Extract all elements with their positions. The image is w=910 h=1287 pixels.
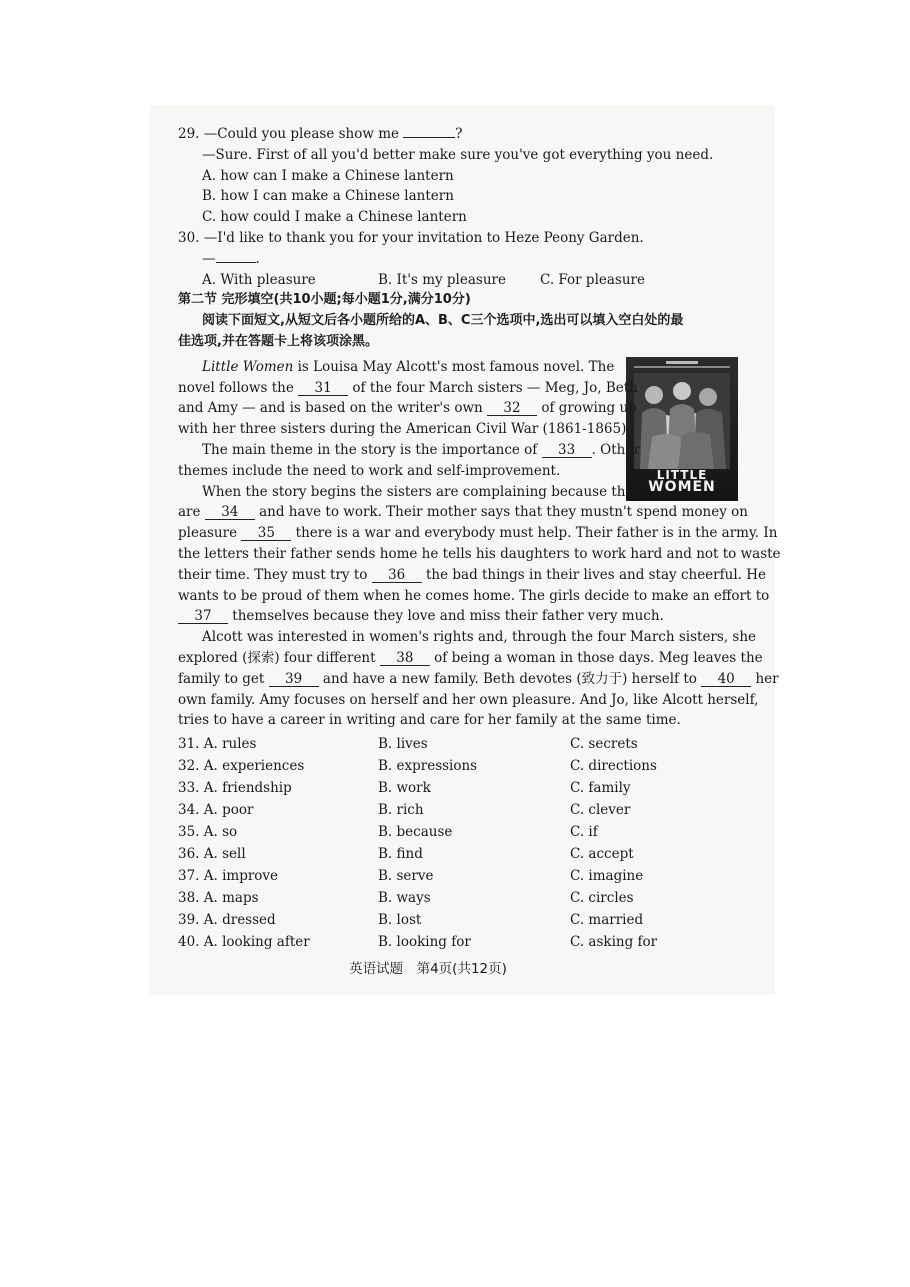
blank-39: 39 [269,672,319,687]
blank-32: 32 [487,401,537,416]
blank-31: 31 [298,381,348,396]
exam-page [178,124,781,980]
question-row: 37. A. improve B. serve C. imagine [178,868,644,885]
question-row: 33. A. friendship B. work C. family [178,780,631,797]
passage-line: 37 themselves because they love and miss their father very much. [178,606,738,627]
passage-line: explored (探索) four different 38 of being a woman in those days. Meg leaves the [178,649,763,666]
book-title: Little Women [202,358,294,375]
question-row: 32. A. experiences B. expressions C. directions [178,758,657,775]
question-row: 35. A. so B. because C. if [178,824,598,841]
passage-line: The main theme in the story is the importance of 33 . Other [202,441,640,458]
q30-option-b: B. It's my pleasure [378,271,506,288]
blank-38: 38 [380,651,430,666]
passage-line: the letters their father sends home he tells his daughters to work hard and not to waste [178,545,781,562]
section-title: 第二节 完形填空(共10小题;每小题1分,满分10分) [178,292,471,308]
q30-reply: — . [202,250,260,267]
question-row: 40. A. looking after B. looking for C. asking for [178,934,658,951]
section-instruction: 阅读下面短文,从短文后各小题所给的A、B、C三个选项中,选出可以填入空白处的最 [202,313,684,329]
passage-line: novel follows the 31 of the four March sisters — Meg, Jo, Beth [178,379,638,396]
passage-line: themes include the need to work and self-improvement. [178,462,561,479]
blank-37: 37 [178,609,228,624]
q30-options [178,270,738,291]
section-instruction-cont: 佳选项,并在答题卡上将该项涂黑。 [178,333,378,349]
passage [178,357,781,731]
passage-line: own family. Amy focuses on herself and her own pleasure. And Jo, like Alcott herself, [178,691,759,708]
q30-stem: 30. —I'd like to thank you for your invitation to Heze Peony Garden. [178,229,644,246]
blank-35: 35 [241,526,291,541]
passage-line: pleasure 35 there is a war and everybody must help. Their father is in the army. In [178,525,778,542]
passage-line: wants to be proud of them when he comes home. The girls decide to make an effort to [178,587,770,604]
passage-line: their time. They must try to 36 the bad things in their lives and stay cheerful. He [178,566,766,583]
passage-line: Little Women is Louisa May Alcott's most famous novel. The [202,358,615,375]
q30-option-a: A. With pleasure [202,271,316,288]
q29-stem: 29. —Could you please show me ? [178,126,463,142]
passage-line: are 34 and have to work. Their mother says that they mustn't spend money on [178,504,748,521]
q29-reply: —Sure. First of all you'd better make sure you've got everything you need. [202,146,714,163]
question-row: 39. A. dressed B. lost C. married [178,912,644,929]
cloze-options [178,733,738,953]
q30-option-c: C. For pleasure [540,271,645,288]
blank-33: 33 [542,443,592,458]
q30-blank [216,262,256,263]
passage-line: tries to have a career in writing and care for her family at the same time. [178,712,681,729]
passage-line: When the story begins the sisters are complaining because they [202,483,642,500]
passage-line: with her three sisters during the American Civil War (1861-1865). [178,421,631,438]
blank-36: 36 [372,568,422,583]
q29-option-b: B. how I can make a Chinese lantern [202,188,454,205]
passage-line: and Amy — and is based on the writer's own 32 of growing up [178,400,637,417]
poster-title-line1: LITTLE [656,467,708,482]
blank-40: 40 [701,672,751,687]
blank-34: 34 [205,505,255,520]
q29-option-c: C. how could I make a Chinese lantern [202,209,467,226]
question-row: 31. A. rules B. lives C. secrets [178,736,638,753]
question-row: 38. A. maps B. ways C. circles [178,890,634,907]
q29-blank [403,137,455,138]
question-row: 34. A. poor B. rich C. clever [178,802,631,819]
page-footer: 英语试题 第4页(共12页) [349,961,507,978]
passage-line: family to get 39 and have a new family. Beth devotes (致力于) herself to 40 her [178,670,779,687]
passage-line: Alcott was interested in women's rights and, through the four March sisters, she [202,629,757,646]
q29-option-a: A. how can I make a Chinese lantern [202,167,454,184]
question-row: 36. A. sell B. find C. accept [178,846,634,863]
poster-title-line2: WOMEN [648,478,716,495]
